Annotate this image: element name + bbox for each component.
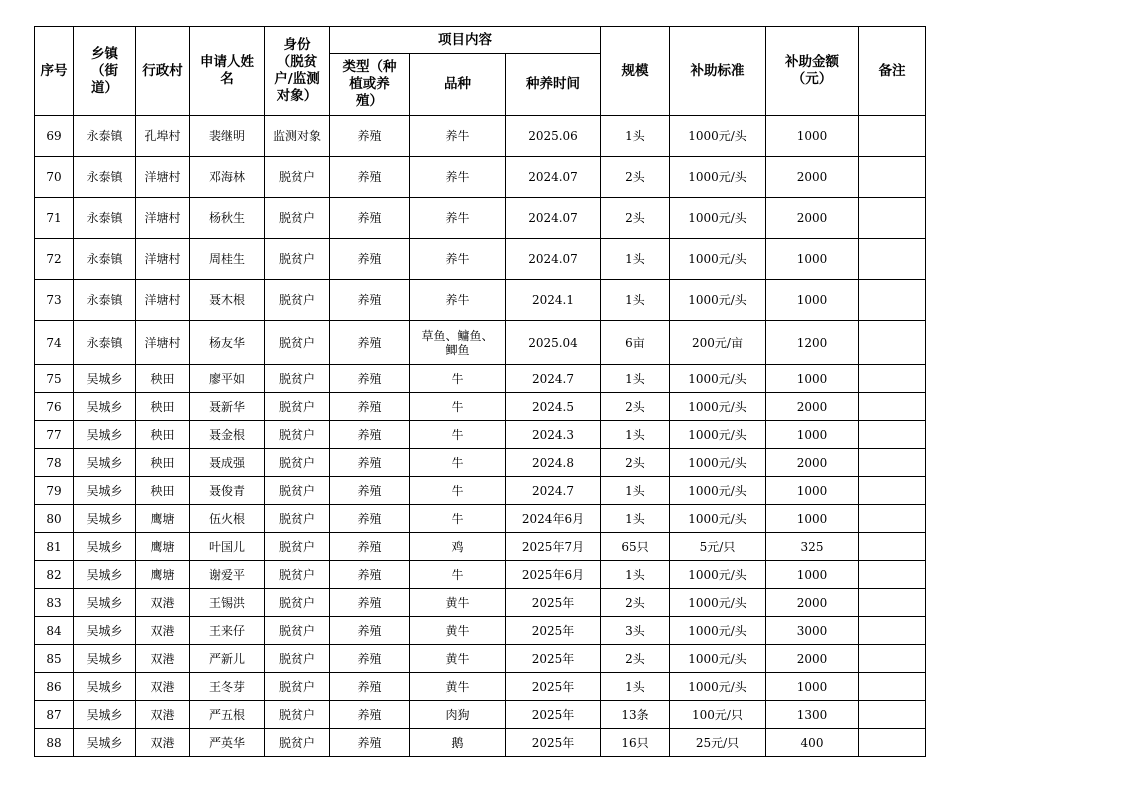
cell-remark (859, 701, 926, 729)
header-project: 项目内容 (330, 27, 601, 54)
cell-variety: 黄牛 (410, 645, 506, 673)
cell-identity: 脱贫户 (265, 280, 330, 321)
cell-scale: 65只 (601, 533, 670, 561)
cell-time: 2024.07 (506, 239, 601, 280)
cell-variety: 养牛 (410, 280, 506, 321)
header-scale: 规模 (601, 27, 670, 116)
cell-town: 永泰镇 (74, 239, 136, 280)
cell-name: 严新儿 (190, 645, 265, 673)
cell-seq: 69 (35, 116, 74, 157)
table-row (35, 589, 926, 617)
cell-village: 洋塘村 (136, 198, 190, 239)
cell-scale: 16只 (601, 729, 670, 757)
cell-seq: 85 (35, 645, 74, 673)
cell-seq: 74 (35, 321, 74, 365)
cell-remark (859, 477, 926, 505)
table-row (35, 116, 926, 157)
cell-amount: 1000 (766, 505, 859, 533)
cell-time: 2025.06 (506, 116, 601, 157)
cell-town: 吴城乡 (74, 561, 136, 589)
cell-identity: 脱贫户 (265, 589, 330, 617)
cell-village: 秧田 (136, 477, 190, 505)
cell-name: 伍火根 (190, 505, 265, 533)
cell-town: 吴城乡 (74, 449, 136, 477)
cell-time: 2025年7月 (506, 533, 601, 561)
cell-village: 秧田 (136, 393, 190, 421)
table-header (35, 27, 926, 116)
cell-amount: 2000 (766, 198, 859, 239)
cell-village: 双港 (136, 645, 190, 673)
table-body (35, 116, 926, 757)
header-seq: 序号 (35, 27, 74, 116)
cell-variety: 草鱼、鳙鱼、 鲫鱼 (410, 321, 506, 365)
cell-seq: 84 (35, 617, 74, 645)
cell-remark (859, 645, 926, 673)
cell-name: 谢爱平 (190, 561, 265, 589)
cell-identity: 脱贫户 (265, 533, 330, 561)
cell-remark (859, 505, 926, 533)
cell-standard: 1000元/头 (670, 365, 766, 393)
cell-name: 杨友华 (190, 321, 265, 365)
cell-name: 廖平如 (190, 365, 265, 393)
cell-remark (859, 421, 926, 449)
cell-village: 鹰塘 (136, 533, 190, 561)
cell-time: 2025年 (506, 729, 601, 757)
cell-time: 2024.5 (506, 393, 601, 421)
cell-type: 养殖 (330, 729, 410, 757)
cell-type: 养殖 (330, 561, 410, 589)
cell-time: 2025年 (506, 645, 601, 673)
header-type: 类型（种 植或养 殖） (330, 54, 410, 116)
cell-amount: 1000 (766, 365, 859, 393)
cell-scale: 1头 (601, 116, 670, 157)
table-row (35, 701, 926, 729)
cell-town: 吴城乡 (74, 673, 136, 701)
cell-town: 吴城乡 (74, 701, 136, 729)
cell-name: 叶国儿 (190, 533, 265, 561)
cell-standard: 1000元/头 (670, 561, 766, 589)
table-row (35, 561, 926, 589)
cell-amount: 2000 (766, 449, 859, 477)
cell-amount: 2000 (766, 645, 859, 673)
cell-time: 2024.7 (506, 365, 601, 393)
cell-name: 聂新华 (190, 393, 265, 421)
cell-town: 永泰镇 (74, 280, 136, 321)
cell-identity: 监测对象 (265, 116, 330, 157)
cell-amount: 2000 (766, 157, 859, 198)
cell-seq: 77 (35, 421, 74, 449)
cell-remark (859, 393, 926, 421)
cell-type: 养殖 (330, 365, 410, 393)
table-row (35, 421, 926, 449)
cell-seq: 82 (35, 561, 74, 589)
cell-time: 2024.07 (506, 157, 601, 198)
header-village: 行政村 (136, 27, 190, 116)
cell-identity: 脱贫户 (265, 505, 330, 533)
cell-town: 吴城乡 (74, 533, 136, 561)
cell-amount: 1200 (766, 321, 859, 365)
cell-type: 养殖 (330, 617, 410, 645)
cell-amount: 1000 (766, 116, 859, 157)
cell-type: 养殖 (330, 477, 410, 505)
cell-time: 2024.7 (506, 477, 601, 505)
cell-standard: 1000元/头 (670, 239, 766, 280)
cell-variety: 鸡 (410, 533, 506, 561)
cell-identity: 脱贫户 (265, 729, 330, 757)
cell-amount: 2000 (766, 589, 859, 617)
cell-variety: 养牛 (410, 116, 506, 157)
cell-name: 邓海林 (190, 157, 265, 198)
cell-village: 洋塘村 (136, 321, 190, 365)
cell-name: 周桂生 (190, 239, 265, 280)
cell-identity: 脱贫户 (265, 561, 330, 589)
cell-amount: 3000 (766, 617, 859, 645)
cell-name: 王锡洪 (190, 589, 265, 617)
cell-remark (859, 321, 926, 365)
cell-scale: 2头 (601, 157, 670, 198)
cell-village: 双港 (136, 673, 190, 701)
cell-seq: 72 (35, 239, 74, 280)
cell-amount: 1000 (766, 421, 859, 449)
cell-standard: 1000元/头 (670, 645, 766, 673)
cell-type: 养殖 (330, 673, 410, 701)
cell-standard: 1000元/头 (670, 617, 766, 645)
cell-seq: 76 (35, 393, 74, 421)
cell-name: 严五根 (190, 701, 265, 729)
cell-identity: 脱贫户 (265, 239, 330, 280)
cell-type: 养殖 (330, 533, 410, 561)
cell-variety: 牛 (410, 505, 506, 533)
cell-standard: 1000元/头 (670, 477, 766, 505)
cell-identity: 脱贫户 (265, 421, 330, 449)
cell-scale: 1头 (601, 673, 670, 701)
cell-village: 鹰塘 (136, 561, 190, 589)
cell-standard: 1000元/头 (670, 198, 766, 239)
cell-town: 永泰镇 (74, 116, 136, 157)
cell-scale: 13条 (601, 701, 670, 729)
cell-time: 2025年 (506, 701, 601, 729)
cell-time: 2025年 (506, 673, 601, 701)
cell-remark (859, 673, 926, 701)
cell-identity: 脱贫户 (265, 673, 330, 701)
cell-village: 洋塘村 (136, 280, 190, 321)
cell-variety: 牛 (410, 477, 506, 505)
table-row (35, 617, 926, 645)
cell-remark (859, 239, 926, 280)
cell-amount: 1000 (766, 673, 859, 701)
cell-amount: 1000 (766, 477, 859, 505)
cell-seq: 83 (35, 589, 74, 617)
table-row (35, 321, 926, 365)
cell-town: 吴城乡 (74, 421, 136, 449)
cell-amount: 400 (766, 729, 859, 757)
cell-type: 养殖 (330, 449, 410, 477)
cell-village: 孔埠村 (136, 116, 190, 157)
subsidy-table (34, 26, 926, 757)
cell-name: 聂俊青 (190, 477, 265, 505)
cell-standard: 1000元/头 (670, 157, 766, 198)
header-town: 乡镇 （街 道） (74, 27, 136, 116)
cell-scale: 2头 (601, 645, 670, 673)
cell-scale: 2头 (601, 393, 670, 421)
header-identity: 身份 （脱贫 户/监测 对象） (265, 27, 330, 116)
cell-scale: 1头 (601, 505, 670, 533)
table-row (35, 729, 926, 757)
cell-type: 养殖 (330, 393, 410, 421)
cell-village: 双港 (136, 617, 190, 645)
cell-type: 养殖 (330, 701, 410, 729)
cell-amount: 325 (766, 533, 859, 561)
cell-time: 2024.1 (506, 280, 601, 321)
cell-time: 2025.04 (506, 321, 601, 365)
cell-village: 秧田 (136, 421, 190, 449)
cell-seq: 88 (35, 729, 74, 757)
cell-town: 吴城乡 (74, 589, 136, 617)
cell-time: 2024年6月 (506, 505, 601, 533)
cell-type: 养殖 (330, 589, 410, 617)
cell-standard: 1000元/头 (670, 116, 766, 157)
cell-village: 双港 (136, 701, 190, 729)
cell-identity: 脱贫户 (265, 701, 330, 729)
cell-variety: 黄牛 (410, 589, 506, 617)
cell-name: 裴继明 (190, 116, 265, 157)
cell-amount: 1000 (766, 561, 859, 589)
cell-standard: 5元/只 (670, 533, 766, 561)
cell-type: 养殖 (330, 505, 410, 533)
cell-scale: 6亩 (601, 321, 670, 365)
cell-type: 养殖 (330, 198, 410, 239)
cell-town: 永泰镇 (74, 157, 136, 198)
cell-remark (859, 561, 926, 589)
cell-time: 2025年 (506, 617, 601, 645)
cell-name: 王来仔 (190, 617, 265, 645)
cell-town: 吴城乡 (74, 645, 136, 673)
cell-village: 洋塘村 (136, 239, 190, 280)
cell-village: 双港 (136, 589, 190, 617)
cell-time: 2025年6月 (506, 561, 601, 589)
cell-village: 双港 (136, 729, 190, 757)
cell-seq: 87 (35, 701, 74, 729)
cell-town: 吴城乡 (74, 729, 136, 757)
cell-time: 2024.3 (506, 421, 601, 449)
cell-scale: 1头 (601, 280, 670, 321)
header-standard: 补助标准 (670, 27, 766, 116)
cell-identity: 脱贫户 (265, 617, 330, 645)
cell-village: 秧田 (136, 449, 190, 477)
cell-variety: 养牛 (410, 157, 506, 198)
cell-name: 聂成强 (190, 449, 265, 477)
cell-variety: 养牛 (410, 198, 506, 239)
cell-type: 养殖 (330, 239, 410, 280)
cell-remark (859, 729, 926, 757)
cell-variety: 牛 (410, 421, 506, 449)
cell-town: 永泰镇 (74, 198, 136, 239)
cell-type: 养殖 (330, 645, 410, 673)
cell-remark (859, 280, 926, 321)
header-applicant: 申请人姓 名 (190, 27, 265, 116)
cell-seq: 81 (35, 533, 74, 561)
cell-standard: 1000元/头 (670, 280, 766, 321)
table-row (35, 365, 926, 393)
cell-identity: 脱贫户 (265, 157, 330, 198)
cell-type: 养殖 (330, 321, 410, 365)
cell-amount: 1000 (766, 239, 859, 280)
cell-seq: 80 (35, 505, 74, 533)
cell-amount: 1000 (766, 280, 859, 321)
cell-seq: 79 (35, 477, 74, 505)
cell-variety: 牛 (410, 365, 506, 393)
table-row (35, 505, 926, 533)
cell-scale: 1头 (601, 239, 670, 280)
table-row (35, 477, 926, 505)
cell-name: 杨秋生 (190, 198, 265, 239)
cell-town: 吴城乡 (74, 393, 136, 421)
cell-name: 严英华 (190, 729, 265, 757)
cell-type: 养殖 (330, 157, 410, 198)
cell-variety: 鹅 (410, 729, 506, 757)
cell-remark (859, 157, 926, 198)
cell-amount: 2000 (766, 393, 859, 421)
cell-standard: 1000元/头 (670, 421, 766, 449)
cell-remark (859, 198, 926, 239)
cell-identity: 脱贫户 (265, 477, 330, 505)
cell-seq: 75 (35, 365, 74, 393)
cell-name: 聂金根 (190, 421, 265, 449)
cell-variety: 牛 (410, 561, 506, 589)
cell-scale: 2头 (601, 198, 670, 239)
table-row (35, 673, 926, 701)
cell-town: 永泰镇 (74, 321, 136, 365)
cell-seq: 78 (35, 449, 74, 477)
header-remark: 备注 (859, 27, 926, 116)
cell-town: 吴城乡 (74, 365, 136, 393)
cell-scale: 3头 (601, 617, 670, 645)
cell-amount: 1300 (766, 701, 859, 729)
cell-village: 鹰塘 (136, 505, 190, 533)
cell-identity: 脱贫户 (265, 321, 330, 365)
cell-type: 养殖 (330, 116, 410, 157)
cell-identity: 脱贫户 (265, 449, 330, 477)
cell-remark (859, 116, 926, 157)
cell-variety: 牛 (410, 393, 506, 421)
cell-standard: 1000元/头 (670, 449, 766, 477)
cell-scale: 2头 (601, 589, 670, 617)
cell-remark (859, 449, 926, 477)
cell-identity: 脱贫户 (265, 198, 330, 239)
cell-remark (859, 589, 926, 617)
table-row (35, 280, 926, 321)
cell-identity: 脱贫户 (265, 365, 330, 393)
cell-variety: 牛 (410, 449, 506, 477)
table-row (35, 645, 926, 673)
cell-name: 聂木根 (190, 280, 265, 321)
table-row (35, 239, 926, 280)
cell-standard: 1000元/头 (670, 589, 766, 617)
table-row (35, 157, 926, 198)
cell-scale: 1头 (601, 477, 670, 505)
cell-town: 吴城乡 (74, 617, 136, 645)
cell-name: 王冬芽 (190, 673, 265, 701)
cell-village: 秧田 (136, 365, 190, 393)
cell-identity: 脱贫户 (265, 645, 330, 673)
header-time: 种养时间 (506, 54, 601, 116)
cell-standard: 1000元/头 (670, 393, 766, 421)
table-row (35, 533, 926, 561)
cell-scale: 1头 (601, 365, 670, 393)
cell-seq: 71 (35, 198, 74, 239)
cell-identity: 脱贫户 (265, 393, 330, 421)
cell-standard: 200元/亩 (670, 321, 766, 365)
header-variety: 品种 (410, 54, 506, 116)
cell-variety: 黄牛 (410, 617, 506, 645)
cell-time: 2024.07 (506, 198, 601, 239)
cell-variety: 黄牛 (410, 673, 506, 701)
cell-standard: 100元/只 (670, 701, 766, 729)
cell-seq: 70 (35, 157, 74, 198)
table-row (35, 393, 926, 421)
cell-remark (859, 365, 926, 393)
cell-town: 吴城乡 (74, 505, 136, 533)
cell-standard: 1000元/头 (670, 673, 766, 701)
cell-village: 洋塘村 (136, 157, 190, 198)
cell-scale: 1头 (601, 421, 670, 449)
cell-remark (859, 617, 926, 645)
cell-scale: 1头 (601, 561, 670, 589)
cell-variety: 肉狗 (410, 701, 506, 729)
cell-type: 养殖 (330, 280, 410, 321)
cell-variety: 养牛 (410, 239, 506, 280)
cell-standard: 25元/只 (670, 729, 766, 757)
cell-town: 吴城乡 (74, 477, 136, 505)
cell-type: 养殖 (330, 421, 410, 449)
cell-seq: 86 (35, 673, 74, 701)
header-amount: 补助金额 （元） (766, 27, 859, 116)
cell-remark (859, 533, 926, 561)
cell-time: 2024.8 (506, 449, 601, 477)
table-row (35, 198, 926, 239)
cell-seq: 73 (35, 280, 74, 321)
cell-standard: 1000元/头 (670, 505, 766, 533)
cell-scale: 2头 (601, 449, 670, 477)
table-row (35, 449, 926, 477)
cell-time: 2025年 (506, 589, 601, 617)
